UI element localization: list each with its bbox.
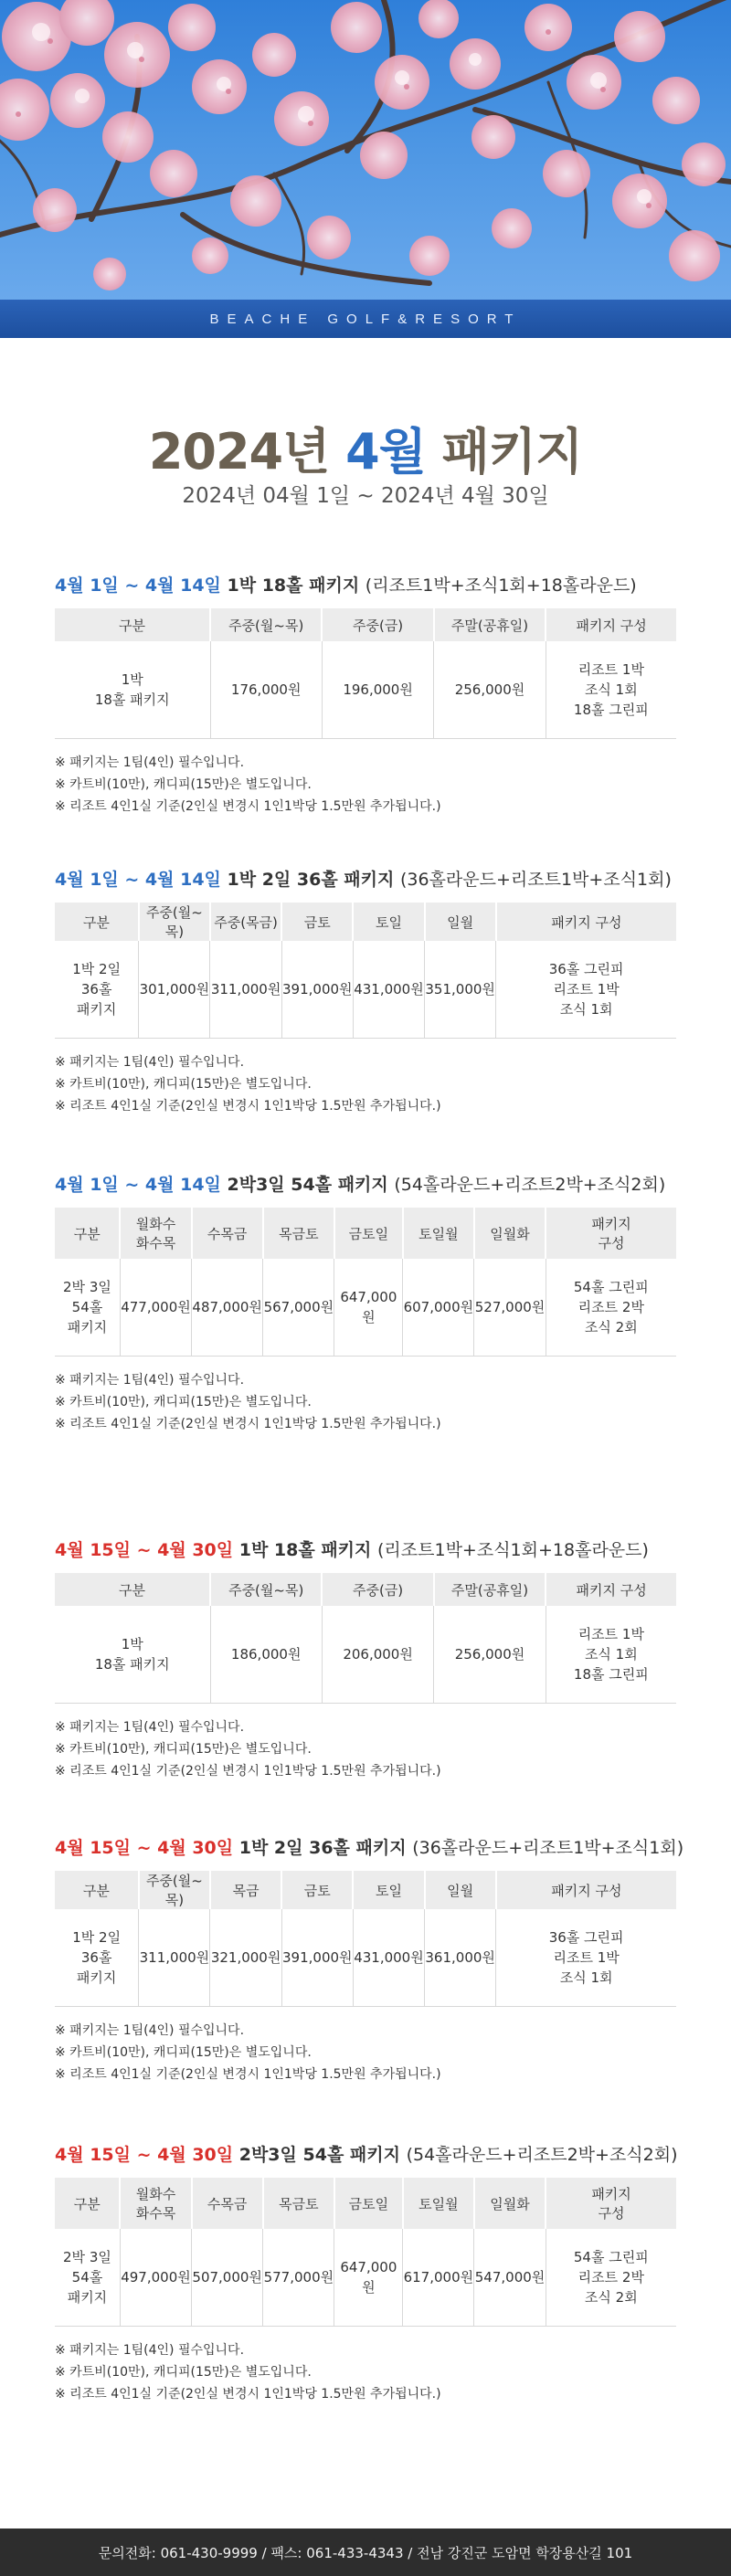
table-cell: 256,000원 — [434, 1606, 546, 1703]
column-header: 구분 — [55, 2178, 120, 2229]
price-table — [55, 2178, 676, 2327]
contact-info: 문의전화: 061-430-9999 / 팩스: 061-433-4343 / 전남 강진군 도암면 학장용산길 101 — [98, 2544, 633, 2561]
table-cell: 391,000원 — [281, 941, 353, 1038]
table-cell: 617,000원 — [403, 2229, 474, 2326]
notice-item: ※ 패키지는 1팀(4인) 필수입니다. — [55, 2022, 245, 2038]
section-heading — [55, 2143, 676, 2167]
section-date-range: 4월 15일 ~ 4월 30일 — [55, 1540, 239, 1560]
notice-list — [55, 752, 676, 818]
notice-item: ※ 리조트 4인1실 기준(2인실 변경시 1인1박당 1.5만원 추가됩니다.) — [55, 2386, 441, 2402]
notice-item: ※ 패키지는 1팀(4인) 필수입니다. — [55, 1372, 245, 1388]
table-cell: 206,000원 — [322, 1606, 433, 1703]
column-header: 주중(월~목) — [210, 608, 322, 641]
hero-banner — [0, 0, 731, 300]
package-section — [55, 868, 676, 1117]
table-cell: 431,000원 — [353, 941, 424, 1038]
column-header: 주말(공휴일) — [434, 608, 546, 641]
column-header: 토일월 — [403, 1208, 474, 1259]
table-cell: 607,000원 — [403, 1259, 474, 1356]
table-cell: 36홀 그린피 리조트 1박 조식 1회 — [496, 941, 676, 1038]
price-table — [55, 608, 676, 739]
table-cell: 176,000원 — [210, 641, 322, 738]
section-package-desc: (36홀라운드+리조트1박+조식1회) — [412, 1838, 684, 1858]
table-header-row — [55, 1208, 676, 1259]
table-cell: 321,000원 — [210, 1909, 281, 2006]
table-row — [55, 641, 676, 738]
column-header: 주중(목금) — [210, 903, 281, 941]
notice-item: ※ 리조트 4인1실 기준(2인실 변경시 1인1박당 1.5만원 추가됩니다.) — [55, 1763, 441, 1779]
notice-list — [55, 2339, 676, 2405]
section-date-range: 4월 15일 ~ 4월 30일 — [55, 1838, 239, 1858]
package-section — [55, 1836, 684, 2085]
package-section — [55, 2143, 676, 2405]
column-header: 주중(금) — [322, 608, 433, 641]
price-table — [55, 903, 676, 1039]
table-cell: 547,000원 — [474, 2229, 546, 2326]
column-header: 토일 — [353, 903, 424, 941]
notice-item: ※ 리조트 4인1실 기준(2인실 변경시 1인1박당 1.5만원 추가됩니다.) — [55, 2066, 441, 2082]
notice-item: ※ 리조트 4인1실 기준(2인실 변경시 1인1박당 1.5만원 추가됩니다.) — [55, 1098, 441, 1114]
table-cell: 196,000원 — [322, 641, 433, 738]
table-cell: 54홀 그린피 리조트 2박 조식 2회 — [546, 1259, 676, 1356]
package-section — [55, 574, 676, 818]
table-cell: 391,000원 — [281, 1909, 353, 2006]
column-header: 구분 — [55, 1871, 139, 1909]
column-header: 목금 — [210, 1871, 281, 1909]
column-header: 일월화 — [474, 2178, 546, 2229]
section-package-desc: (리조트1박+조식1회+18홀라운드) — [377, 1540, 649, 1560]
package-period: 2024년 04월 1일 ~ 2024년 4월 30일 — [182, 484, 549, 508]
table-cell: 54홀 그린피 리조트 2박 조식 2회 — [546, 2229, 676, 2326]
notice-item: ※ 카트비(10만), 캐디피(15만)은 별도입니다. — [55, 1741, 312, 1757]
column-header: 목금토 — [263, 1208, 334, 1259]
column-header: 금토일 — [334, 1208, 403, 1259]
notice-item: ※ 카트비(10만), 캐디피(15만)은 별도입니다. — [55, 1394, 312, 1409]
table-header-row — [55, 608, 676, 641]
table-row — [55, 2229, 676, 2326]
section-package-desc: (리조트1박+조식1회+18홀라운드) — [365, 575, 637, 596]
section-package-name: 1박 2일 36홀 패키지 — [238, 1838, 413, 1858]
table-cell: 431,000원 — [353, 1909, 424, 2006]
notice-item: ※ 리조트 4인1실 기준(2인실 변경시 1인1박당 1.5만원 추가됩니다.) — [55, 798, 441, 814]
column-header: 패키지 구성 — [496, 1871, 676, 1909]
column-header: 월화수 화수목 — [120, 2178, 191, 2229]
notice-list — [55, 1716, 676, 1782]
column-header: 주중(금) — [322, 1573, 433, 1606]
table-cell: 351,000원 — [425, 941, 496, 1038]
table-cell: 2박 3일 54홀 패키지 — [55, 2229, 120, 2326]
brand-bar — [0, 300, 731, 338]
section-date-range: 4월 15일 ~ 4월 30일 — [55, 2145, 239, 2165]
table-cell: 507,000원 — [192, 2229, 263, 2326]
column-header: 월화수 화수목 — [120, 1208, 191, 1259]
section-date-range: 4월 1일 ~ 4월 14일 — [55, 870, 228, 890]
column-header: 패키지 구성 — [546, 2178, 676, 2229]
table-cell: 311,000원 — [210, 941, 281, 1038]
section-heading — [55, 868, 676, 892]
notice-item: ※ 패키지는 1팀(4인) 필수입니다. — [55, 1719, 245, 1735]
table-cell: 577,000원 — [263, 2229, 334, 2326]
section-date-range: 4월 1일 ~ 4월 14일 — [55, 575, 228, 596]
table-header-row — [55, 903, 676, 941]
notice-list — [55, 1051, 676, 1117]
column-header: 패키지 구성 — [496, 903, 676, 941]
table-cell: 497,000원 — [120, 2229, 191, 2326]
section-package-name: 2박3일 54홀 패키지 — [227, 1175, 395, 1195]
cherry-blossom-image — [0, 0, 731, 300]
table-cell: 311,000원 — [139, 1909, 210, 2006]
column-header: 주중(월~목) — [139, 1871, 210, 1909]
table-cell: 487,000원 — [192, 1259, 263, 1356]
column-header: 주중(월~목) — [139, 903, 210, 941]
table-cell: 1박 18홀 패키지 — [55, 641, 210, 738]
notice-list — [55, 2020, 676, 2085]
column-header: 목금토 — [263, 2178, 334, 2229]
section-heading — [55, 1538, 676, 1562]
column-header: 일월 — [425, 903, 496, 941]
table-cell: 647,000원 — [334, 1259, 403, 1356]
column-header: 구분 — [55, 903, 139, 941]
column-header: 주중(월~목) — [210, 1573, 322, 1606]
column-header: 수목금 — [192, 1208, 263, 1259]
column-header: 패키지 구성 — [546, 608, 676, 641]
column-header: 금토 — [281, 903, 353, 941]
column-header: 구분 — [55, 608, 210, 641]
column-header: 패키지 구성 — [546, 1208, 676, 1259]
price-table — [55, 1208, 676, 1357]
section-package-desc: (54홀라운드+리조트2박+조식2회) — [406, 2145, 678, 2165]
brand-name: BEACHE GOLF&RESORT — [209, 311, 522, 327]
title-month: 4월 — [345, 423, 426, 480]
table-cell: 1박 2일 36홀 패키지 — [55, 1909, 139, 2006]
column-header: 토일월 — [403, 2178, 474, 2229]
table-cell: 리조트 1박 조식 1회 18홀 그린피 — [546, 641, 676, 738]
section-package-name: 1박 18홀 패키지 — [227, 575, 366, 596]
notice-item: ※ 카트비(10만), 캐디피(15만)은 별도입니다. — [55, 2044, 312, 2060]
column-header: 수목금 — [192, 2178, 263, 2229]
title-year: 2024년 — [148, 423, 330, 480]
section-package-name: 1박 2일 36홀 패키지 — [227, 870, 400, 890]
table-cell: 리조트 1박 조식 1회 18홀 그린피 — [546, 1606, 676, 1703]
table-cell: 1박 2일 36홀 패키지 — [55, 941, 139, 1038]
table-row — [55, 1259, 676, 1356]
section-package-desc: (36홀라운드+리조트1박+조식1회) — [399, 870, 672, 890]
table-cell: 256,000원 — [434, 641, 546, 738]
table-cell: 301,000원 — [139, 941, 210, 1038]
column-header: 구분 — [55, 1573, 210, 1606]
notice-item: ※ 패키지는 1팀(4인) 필수입니다. — [55, 755, 245, 770]
notice-item: ※ 패키지는 1팀(4인) 필수입니다. — [55, 2342, 245, 2358]
column-header: 금토 — [281, 1871, 353, 1909]
section-heading — [55, 1836, 684, 1860]
table-row — [55, 1606, 676, 1703]
page-title — [0, 413, 731, 483]
table-cell: 527,000원 — [474, 1259, 546, 1356]
table-cell: 36홀 그린피 리조트 1박 조식 1회 — [496, 1909, 676, 2006]
column-header: 일월 — [425, 1871, 496, 1909]
footer-bar — [0, 2528, 731, 2576]
section-heading — [55, 1173, 676, 1197]
notice-item: ※ 리조트 4인1실 기준(2인실 변경시 1인1박당 1.5만원 추가됩니다.) — [55, 1416, 441, 1431]
price-table — [55, 1573, 676, 1704]
section-package-desc: (54홀라운드+리조트2박+조식2회) — [394, 1175, 666, 1195]
table-row — [55, 941, 676, 1038]
table-header-row — [55, 1573, 676, 1606]
section-heading — [55, 574, 676, 597]
table-cell: 567,000원 — [263, 1259, 334, 1356]
section-date-range: 4월 1일 ~ 4월 14일 — [55, 1175, 228, 1195]
title-word: 패키지 — [441, 423, 583, 480]
table-header-row — [55, 1871, 676, 1909]
table-header-row — [55, 2178, 676, 2229]
table-cell: 647,000원 — [334, 2229, 403, 2326]
table-cell: 361,000원 — [425, 1909, 496, 2006]
notice-item: ※ 카트비(10만), 캐디피(15만)은 별도입니다. — [55, 2364, 312, 2380]
notice-item: ※ 패키지는 1팀(4인) 필수입니다. — [55, 1054, 245, 1070]
column-header: 토일 — [353, 1871, 424, 1909]
section-package-name: 2박3일 54홀 패키지 — [238, 2145, 407, 2165]
column-header: 패키지 구성 — [546, 1573, 676, 1606]
section-package-name: 1박 18홀 패키지 — [238, 1540, 378, 1560]
package-section — [55, 1538, 676, 1782]
notice-list — [55, 1369, 676, 1435]
column-header: 주말(공휴일) — [434, 1573, 546, 1606]
table-cell: 477,000원 — [120, 1259, 191, 1356]
column-header: 금토일 — [334, 2178, 403, 2229]
table-cell: 186,000원 — [210, 1606, 322, 1703]
table-cell: 1박 18홀 패키지 — [55, 1606, 210, 1703]
column-header: 일월화 — [474, 1208, 546, 1259]
package-section — [55, 1173, 676, 1435]
column-header: 구분 — [55, 1208, 120, 1259]
table-cell: 2박 3일 54홀 패키지 — [55, 1259, 120, 1356]
table-row — [55, 1909, 676, 2006]
notice-item: ※ 카트비(10만), 캐디피(15만)은 별도입니다. — [55, 776, 312, 792]
price-table — [55, 1871, 676, 2007]
notice-item: ※ 카트비(10만), 캐디피(15만)은 별도입니다. — [55, 1076, 312, 1092]
